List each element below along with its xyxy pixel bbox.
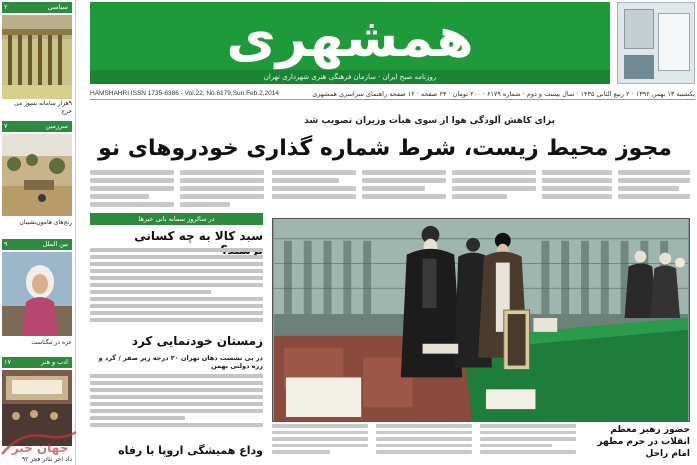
lead-text-column [272, 170, 356, 212]
section-label: سرزمین [45, 122, 68, 130]
dateline: یکشنبه ۱۳ بهمن ۱۳۹۲ · ۲ ربیع الثانی ۱۴۳۵ · سال بیست و دوم · شماره ۶۱۷۹ · ۲۰۰ تومان · ۲۴ صفحه · ۱۲ صفحه راهنمای سراسری همشهری [312, 90, 695, 98]
sidebar-photo-land[interactable] [2, 134, 72, 216]
sidebar-caption-international: عزه در تنگناست [31, 339, 72, 346]
promo-thumb [624, 55, 654, 79]
section-label: سیاسی [47, 3, 68, 11]
lead-supertitle: برای کاهش آلودگی هوا از سوی هیأت وزیران تصویب شد [304, 116, 555, 126]
photo-caption-body [272, 424, 577, 464]
lead-text-column [362, 170, 446, 212]
sidebar [0, 0, 76, 465]
masthead-title: همشهری [226, 6, 474, 69]
sidebar-section-arts-header[interactable] [2, 357, 72, 368]
story-lede: در پی نشست دهان تهران ۲۰ درجه زیر صفر / گرد و زره دولتی بهمن [98, 354, 263, 370]
sidebar-photo-politics[interactable] [2, 15, 72, 99]
svg-text:جهان خبر: جهان خبر [11, 441, 69, 455]
lead-text-column [452, 170, 536, 212]
section-label: بین الملل [42, 240, 68, 248]
section-page-number: ۲ [4, 3, 8, 11]
sidebar-photo-international[interactable] [2, 252, 72, 336]
corner-promo-image[interactable] [617, 2, 695, 84]
main-news-photo[interactable] [272, 218, 690, 422]
promo-thumb [658, 13, 690, 71]
section-band: در سالروز سمانه بانی خبرها [90, 213, 263, 225]
watermark-logo [0, 428, 78, 458]
story-headline[interactable]: زمستان خودنمایی کرد [131, 334, 263, 348]
section-label: ادب و هنر [40, 358, 68, 366]
section-page-number: ۷ [4, 122, 8, 130]
issn-line: HAMSHAHRI ISSN 1735-6386 - Vol.22, No.6179,Sun.Feb.2,2014 [90, 90, 279, 97]
photo-caption-title[interactable]: حضور رهبر معظم انقلاب در حرم مطهر امام راحل [597, 425, 690, 459]
section-page-number: ۹ [4, 240, 8, 248]
lead-text-column [542, 170, 612, 212]
sidebar-section-land-header[interactable] [2, 121, 72, 132]
promo-thumb [624, 9, 654, 49]
sidebar-section-international-header[interactable] [2, 239, 72, 250]
sidebar-caption-land: رنج‌های هامون‌نشینان [19, 219, 72, 226]
lead-text-column [180, 170, 264, 212]
lead-text-column [618, 170, 690, 212]
sidebar-section-politics-header[interactable] [2, 2, 72, 13]
story-body [90, 248, 263, 328]
section-page-number: ۱۷ [4, 358, 11, 366]
sidebar-caption-arts: داد اخر تئاتر فجر ۹۲ [21, 456, 72, 463]
story-headline[interactable]: وداع همیشگی اروپا با رفاه [118, 444, 263, 457]
story-body [90, 374, 263, 430]
sidebar-caption-politics: ۹هزار سامانه بسوز می خرج [13, 100, 72, 115]
issue-info-bar [90, 88, 695, 100]
story-headline[interactable]: سبد کالا به چه کسانی [134, 229, 263, 243]
lead-text-column [90, 170, 174, 212]
lead-headline[interactable]: مجوز محیط زیست، شرط شماره گذاری خودروهای نو [98, 136, 672, 161]
masthead[interactable] [90, 2, 610, 84]
masthead-subtitle: روزنامه صبح ایران · سازمان فرهنگی هنری شهرداری تهران [90, 70, 610, 84]
